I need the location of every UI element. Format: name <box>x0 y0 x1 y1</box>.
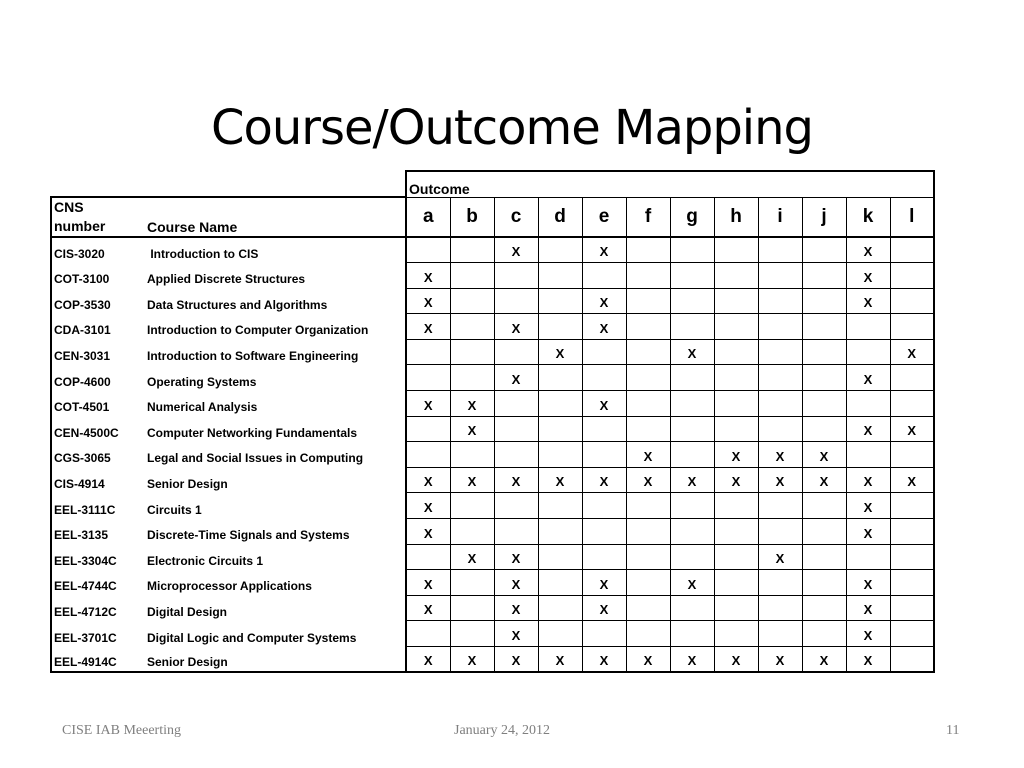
course-row <box>51 314 934 340</box>
outcome-mark-a: X <box>406 647 450 673</box>
outcome-mark-c: X <box>494 237 538 263</box>
outcome-mark-a <box>406 365 450 391</box>
outcome-mark-g <box>670 544 714 570</box>
course-row <box>51 365 934 391</box>
course-code: EEL-3701C <box>51 621 147 647</box>
outcome-mark-i <box>758 493 802 519</box>
outcome-mark-k <box>846 442 890 468</box>
footer-date: January 24, 2012 <box>454 723 551 738</box>
outcome-mark-k: X <box>846 288 890 314</box>
outcome-mark-i <box>758 365 802 391</box>
outcome-mark-a <box>406 416 450 442</box>
outcome-mark-e <box>582 544 626 570</box>
outcome-mark-d <box>538 519 582 545</box>
outcome-mark-h <box>714 416 758 442</box>
outcome-mark-c <box>494 339 538 365</box>
outcome-mark-e: X <box>582 314 626 340</box>
course-row <box>51 416 934 442</box>
outcome-mark-c: X <box>494 621 538 647</box>
outcome-mark-l <box>890 519 934 545</box>
outcome-mark-i: X <box>758 442 802 468</box>
outcome-mark-c: X <box>494 595 538 621</box>
outcome-mark-k <box>846 339 890 365</box>
course-code: COT-4501 <box>51 391 147 417</box>
outcome-mark-l <box>890 442 934 468</box>
outcome-mark-j <box>802 339 846 365</box>
outcome-mark-a <box>406 544 450 570</box>
outcome-mark-i: X <box>758 647 802 673</box>
outcome-mark-c: X <box>494 365 538 391</box>
outcome-mark-i: X <box>758 544 802 570</box>
outcome-label-row <box>51 171 934 197</box>
outcome-mark-k: X <box>846 467 890 493</box>
outcome-mark-i <box>758 595 802 621</box>
outcome-letter-f: f <box>626 197 670 237</box>
outcome-mark-f <box>626 544 670 570</box>
outcome-mark-c <box>494 519 538 545</box>
outcome-mark-c: X <box>494 647 538 673</box>
outcome-mark-j <box>802 263 846 289</box>
outcome-mark-c <box>494 493 538 519</box>
outcome-mark-h <box>714 288 758 314</box>
course-name: Data Structures and Algorithms <box>147 297 328 312</box>
outcome-mark-l <box>890 263 934 289</box>
outcome-letter-a: a <box>406 197 450 237</box>
course-row <box>51 263 934 289</box>
outcome-mark-h: X <box>714 442 758 468</box>
outcome-mark-k: X <box>846 647 890 673</box>
outcome-mark-j <box>802 416 846 442</box>
outcome-mark-f <box>626 263 670 289</box>
outcome-mark-g <box>670 519 714 545</box>
course-code: EEL-3304C <box>51 544 147 570</box>
outcome-mark-j <box>802 493 846 519</box>
outcome-mark-e: X <box>582 237 626 263</box>
outcome-mark-f <box>626 237 670 263</box>
outcome-mark-g <box>670 595 714 621</box>
footer-event: CISE IAB Meeerting <box>62 723 181 738</box>
outcome-mark-f <box>626 416 670 442</box>
outcome-mark-h <box>714 595 758 621</box>
outcome-mark-l <box>890 288 934 314</box>
outcome-mark-l: X <box>890 339 934 365</box>
course-code: EEL-3111C <box>51 493 147 519</box>
outcome-mark-g <box>670 365 714 391</box>
outcome-mark-d <box>538 595 582 621</box>
outcome-mark-a: X <box>406 519 450 545</box>
outcome-mark-a <box>406 621 450 647</box>
course-name: Introduction to Software Engineering <box>147 348 359 363</box>
course-row <box>51 647 934 673</box>
course-name: Digital Logic and Computer Systems <box>147 630 357 645</box>
outcome-mark-j <box>802 237 846 263</box>
outcome-mark-e: X <box>582 570 626 596</box>
outcome-mark-j: X <box>802 467 846 493</box>
course-row <box>51 570 934 596</box>
outcome-mark-h <box>714 570 758 596</box>
outcome-mark-d <box>538 442 582 468</box>
header-row <box>51 197 934 237</box>
outcome-mark-k: X <box>846 595 890 621</box>
outcome-mark-c <box>494 442 538 468</box>
outcome-mark-i <box>758 519 802 545</box>
outcome-mark-k: X <box>846 416 890 442</box>
course-code: EEL-3135 <box>51 519 147 545</box>
course-code: COP-3530 <box>51 288 147 314</box>
outcome-letter-k: k <box>846 197 890 237</box>
outcome-mark-k: X <box>846 493 890 519</box>
outcome-mark-k: X <box>846 570 890 596</box>
outcome-mark-b: X <box>450 467 494 493</box>
outcome-mark-f: X <box>626 647 670 673</box>
outcome-mark-h <box>714 263 758 289</box>
outcome-mark-d <box>538 544 582 570</box>
outcome-mark-i <box>758 314 802 340</box>
outcome-mark-g <box>670 621 714 647</box>
outcome-mark-d <box>538 237 582 263</box>
outcome-mark-g <box>670 391 714 417</box>
outcome-mark-j <box>802 365 846 391</box>
course-name: Numerical Analysis <box>147 400 258 415</box>
outcome-mark-h <box>714 391 758 417</box>
course-code: CIS-4914 <box>51 467 147 493</box>
outcome-mark-a: X <box>406 288 450 314</box>
outcome-mark-g: X <box>670 570 714 596</box>
outcome-mark-g <box>670 314 714 340</box>
outcome-mark-b <box>450 365 494 391</box>
outcome-mark-d: X <box>538 339 582 365</box>
course-name: Electronic Circuits 1 <box>147 553 264 568</box>
course-code: CDA-3101 <box>51 314 147 340</box>
outcome-mark-c: X <box>494 544 538 570</box>
outcome-mark-j: X <box>802 647 846 673</box>
outcome-mark-k: X <box>846 237 890 263</box>
outcome-mark-f <box>626 570 670 596</box>
outcome-mark-h: X <box>714 467 758 493</box>
outcome-mark-j <box>802 544 846 570</box>
outcome-mark-a: X <box>406 595 450 621</box>
outcome-mark-e <box>582 442 626 468</box>
course-name: Applied Discrete Structures <box>147 272 306 287</box>
spacer-cell <box>51 171 406 197</box>
outcome-mark-h <box>714 544 758 570</box>
outcome-mark-j <box>802 314 846 340</box>
slide-title: Course/Outcome Mapping <box>210 100 814 156</box>
outcome-mark-l <box>890 647 934 673</box>
outcome-mark-b <box>450 595 494 621</box>
outcome-mark-c <box>494 391 538 417</box>
course-code: EEL-4914C <box>51 647 147 673</box>
outcome-mark-d <box>538 391 582 417</box>
course-name: Senior Design <box>147 647 406 673</box>
outcome-mark-d <box>538 263 582 289</box>
outcome-mark-k: X <box>846 621 890 647</box>
outcome-mark-l <box>890 237 934 263</box>
outcome-mark-j: X <box>802 442 846 468</box>
outcome-letter-g: g <box>670 197 714 237</box>
course-name: Microprocessor Applications <box>147 579 312 594</box>
course-name: Introduction to CIS <box>147 237 406 263</box>
course-name: Senior Design <box>147 476 228 491</box>
outcome-mark-e <box>582 263 626 289</box>
outcome-mark-e <box>582 416 626 442</box>
outcome-mark-d: X <box>538 467 582 493</box>
outcome-mark-h <box>714 365 758 391</box>
outcome-mark-j <box>802 391 846 417</box>
outcome-mark-b <box>450 570 494 596</box>
course-outcome-table <box>50 170 935 673</box>
outcome-mark-l <box>890 391 934 417</box>
outcome-mark-b: X <box>450 647 494 673</box>
outcome-mark-h <box>714 237 758 263</box>
outcome-mark-k <box>846 314 890 340</box>
outcome-mark-e <box>582 493 626 519</box>
course-name: Discrete-Time Signals and Systems <box>147 528 350 543</box>
outcome-mark-h <box>714 621 758 647</box>
outcome-mark-f: X <box>626 442 670 468</box>
outcome-mark-h <box>714 519 758 545</box>
outcome-mark-h <box>714 493 758 519</box>
outcome-mark-b <box>450 442 494 468</box>
outcome-mark-d <box>538 570 582 596</box>
course-row <box>51 288 934 314</box>
outcome-mark-f: X <box>626 467 670 493</box>
course-row <box>51 339 934 365</box>
outcome-mark-g: X <box>670 339 714 365</box>
outcome-mark-a: X <box>406 570 450 596</box>
outcome-mark-c: X <box>494 467 538 493</box>
course-code: COT-3100 <box>51 263 147 289</box>
cns-header-line1: CNS <box>54 199 84 215</box>
outcome-mark-e: X <box>582 288 626 314</box>
outcome-mark-c <box>494 288 538 314</box>
course-row <box>51 519 934 545</box>
outcome-letter-c: c <box>494 197 538 237</box>
course-row <box>51 493 934 519</box>
outcome-mark-k: X <box>846 263 890 289</box>
outcome-mark-g <box>670 237 714 263</box>
outcome-mark-b <box>450 314 494 340</box>
outcome-mark-l: X <box>890 467 934 493</box>
outcome-mark-c <box>494 263 538 289</box>
outcome-mark-a: X <box>406 467 450 493</box>
outcome-mark-h: X <box>714 647 758 673</box>
course-name: Introduction to Computer Organization <box>147 323 369 338</box>
course-code: EEL-4712C <box>51 595 147 621</box>
outcome-mark-e <box>582 339 626 365</box>
outcome-mark-b <box>450 519 494 545</box>
footer-page-number: 11 <box>946 723 960 738</box>
outcome-mark-f <box>626 365 670 391</box>
outcome-mark-f <box>626 288 670 314</box>
outcome-mark-i <box>758 391 802 417</box>
outcome-mark-b <box>450 263 494 289</box>
outcome-mark-j <box>802 519 846 545</box>
outcome-mark-b <box>450 621 494 647</box>
outcome-mark-c: X <box>494 314 538 340</box>
outcome-mark-f <box>626 339 670 365</box>
outcome-mark-a <box>406 339 450 365</box>
outcome-mark-l <box>890 595 934 621</box>
outcome-mark-i <box>758 288 802 314</box>
outcome-mark-i <box>758 570 802 596</box>
outcome-mark-j <box>802 570 846 596</box>
outcome-letter-e: e <box>582 197 626 237</box>
outcome-mark-a: X <box>406 263 450 289</box>
outcome-letter-b: b <box>450 197 494 237</box>
outcome-mark-b <box>450 288 494 314</box>
course-code: CGS-3065 <box>51 442 147 468</box>
outcome-mark-b: X <box>450 416 494 442</box>
outcome-mark-b <box>450 237 494 263</box>
course-row <box>51 621 934 647</box>
outcome-mark-f <box>626 595 670 621</box>
outcome-mark-k: X <box>846 519 890 545</box>
outcome-mark-d <box>538 621 582 647</box>
outcome-mark-e <box>582 519 626 545</box>
outcome-mark-j <box>802 288 846 314</box>
outcome-letter-d: d <box>538 197 582 237</box>
course-row <box>51 391 934 417</box>
course-name: Legal and Social Issues in Computing <box>147 451 364 466</box>
outcome-mark-k <box>846 544 890 570</box>
course-row <box>51 544 934 570</box>
outcome-mark-h <box>714 314 758 340</box>
course-code: EEL-4744C <box>51 570 147 596</box>
outcome-mark-d <box>538 288 582 314</box>
outcome-mark-e: X <box>582 647 626 673</box>
outcome-mark-e: X <box>582 595 626 621</box>
outcome-mark-l <box>890 314 934 340</box>
outcome-mark-b: X <box>450 391 494 417</box>
outcome-mark-e: X <box>582 467 626 493</box>
outcome-mark-i <box>758 416 802 442</box>
outcome-mark-f <box>626 621 670 647</box>
outcome-mark-g: X <box>670 647 714 673</box>
outcome-mark-a: X <box>406 493 450 519</box>
course-code: COP-4600 <box>51 365 147 391</box>
outcome-mark-a: X <box>406 391 450 417</box>
outcome-mark-g <box>670 263 714 289</box>
cns-number-header <box>51 197 147 237</box>
course-row <box>51 595 934 621</box>
outcome-mark-d <box>538 493 582 519</box>
outcome-mark-e <box>582 621 626 647</box>
outcome-letter-l: l <box>890 197 934 237</box>
outcome-mark-k <box>846 391 890 417</box>
outcome-mark-i: X <box>758 467 802 493</box>
outcome-mark-b <box>450 493 494 519</box>
outcome-mark-g <box>670 493 714 519</box>
course-code: CIS-3020 <box>51 237 147 263</box>
course-name: Computer Networking Fundamentals <box>147 425 358 440</box>
outcome-mark-d: X <box>538 647 582 673</box>
outcome-mark-d <box>538 365 582 391</box>
course-code: CEN-3031 <box>51 339 147 365</box>
outcome-mark-l <box>890 570 934 596</box>
outcome-mark-f <box>626 314 670 340</box>
outcome-mark-f <box>626 391 670 417</box>
course-row <box>51 442 934 468</box>
outcome-mark-j <box>802 621 846 647</box>
outcome-mark-g <box>670 288 714 314</box>
outcome-mark-g: X <box>670 467 714 493</box>
outcome-mark-c <box>494 416 538 442</box>
outcome-mark-f <box>626 493 670 519</box>
outcome-mark-l <box>890 544 934 570</box>
outcome-mark-l <box>890 365 934 391</box>
outcome-mark-f <box>626 519 670 545</box>
outcome-mark-a: X <box>406 314 450 340</box>
outcome-mark-c: X <box>494 570 538 596</box>
outcome-mark-i <box>758 621 802 647</box>
course-name-header: Course Name <box>147 197 406 237</box>
outcome-mark-b: X <box>450 544 494 570</box>
outcome-letter-j: j <box>802 197 846 237</box>
outcome-label: Outcome <box>406 171 934 197</box>
outcome-mark-d <box>538 416 582 442</box>
outcome-mark-l <box>890 493 934 519</box>
outcome-mark-d <box>538 314 582 340</box>
outcome-mark-i <box>758 339 802 365</box>
outcome-mark-l <box>890 621 934 647</box>
outcome-mark-g <box>670 442 714 468</box>
cns-header-line2: number <box>54 218 106 234</box>
outcome-mark-e <box>582 365 626 391</box>
outcome-mark-b <box>450 339 494 365</box>
course-name: Circuits 1 <box>147 502 202 517</box>
course-name: Digital Design <box>147 604 228 619</box>
outcome-mark-j <box>802 595 846 621</box>
outcome-mark-h <box>714 339 758 365</box>
outcome-letter-h: h <box>714 197 758 237</box>
outcome-letter-i: i <box>758 197 802 237</box>
outcome-mark-a <box>406 237 450 263</box>
outcome-mark-i <box>758 263 802 289</box>
course-code: CEN-4500C <box>51 416 147 442</box>
outcome-mark-k: X <box>846 365 890 391</box>
course-row <box>51 237 934 263</box>
outcome-mark-a <box>406 442 450 468</box>
outcome-mark-l: X <box>890 416 934 442</box>
course-name: Operating Systems <box>147 374 257 389</box>
outcome-mark-e: X <box>582 391 626 417</box>
outcome-mark-g <box>670 416 714 442</box>
course-row <box>51 467 934 493</box>
outcome-mark-i <box>758 237 802 263</box>
